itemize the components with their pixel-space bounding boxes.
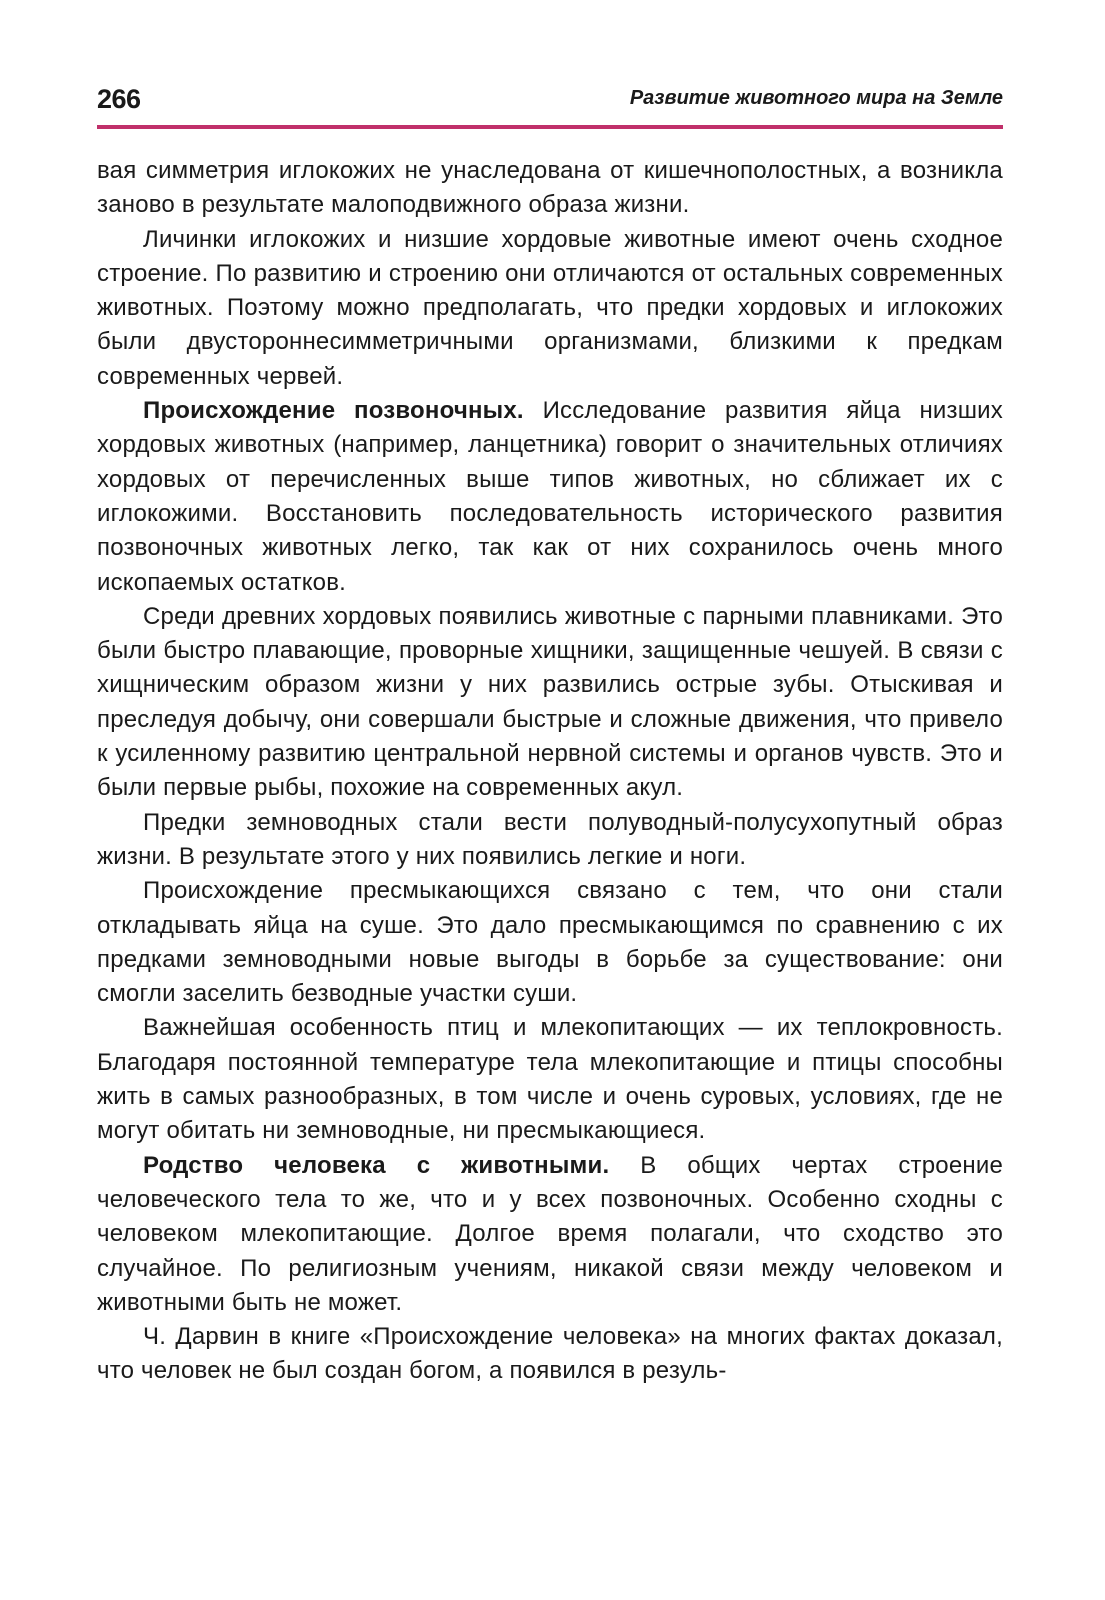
paragraph xyxy=(97,1011,1003,1148)
header-rule xyxy=(97,125,1003,129)
paragraph xyxy=(97,1320,1003,1389)
paragraph-text: В общих чертах строение человеческого тела то же, что и у всех позвоночных. Особенно сходны с человеком млекопитающие. Долгое время полагали, что сходство это случайное. По религиозным учениям, никакой связи между человеком и животными быть не может. xyxy=(97,1151,1003,1316)
paragraph-text: Личинки иглокожих и низшие хордовые животные имеют очень сходное строение. По развитию и строению они отличаются от остальных современных животных. Поэтому можно предполагать, что предки хордовых и иглокожих были двустороннесимметричными организмами, близкими к предкам современных червей. xyxy=(97,225,1003,390)
running-title: Развитие животного мира на Земле xyxy=(629,87,1003,109)
page-number: 266 xyxy=(97,84,141,114)
paragraph-text: вая симметрия иглокожих не унаследована от кишечнополостных, а возникла заново в результате малоподвижного образа жизни. xyxy=(97,157,1003,219)
paragraph xyxy=(97,154,1003,223)
paragraph xyxy=(97,394,1003,600)
paragraph xyxy=(97,874,1003,1011)
paragraph-text: Происхождение пресмыкающихся связано с тем, что они стали откладывать яйца на суше. Это дало пресмыкающимся по сравнению с их предками земноводными новые выгоды в борьбе за существование: они смогли заселить безводные участки суши. xyxy=(97,877,1003,1008)
paragraph-text: Среди древних хордовых появились животные с парными плавниками. Это были быстро плавающие, проворные хищники, защищенные чешуей. В связи с хищническим образом жизни у них развились острые зубы. Отыскивая и преследуя добычу, они совершали быстрые и сложные движения, что привело к усиленному развитию центральной нервной системы и органов чувств. Это и были первые рыбы, похожие на современных акул. xyxy=(97,602,1003,802)
body-text xyxy=(97,154,1003,1389)
section-heading-inline: Родство человека с животными. xyxy=(143,1151,610,1179)
paragraph-text: Ч. Дарвин в книге «Происхождение человека» на многих фактах доказал, что человек не был создан богом, а появился в резуль- xyxy=(97,1323,1003,1385)
paragraph-text: Предки земноводных стали вести полуводный-полусухопутный образ жизни. В результате этого у них появились легкие и ноги. xyxy=(97,808,1003,870)
paragraph xyxy=(97,806,1003,875)
paragraph-text: Важнейшая особенность птиц и млекопитающих — их теплокровность. Благодаря постоянной температуре тела млекопитающие и птицы способны жить в самых разнообразных, в том числе и очень суровых, условиях, где не могут обитать ни земноводные, ни пресмыкающиеся. xyxy=(97,1014,1003,1145)
paragraph-text: Исследование развития яйца низших хордовых животных (например, ланцетника) говорит о значительных отличиях хордовых от перечисленных выше типов животных, но сближает их с иглокожими. Восстановить последовательность исторического развития позвоночных животных легко, так как от них сохранилось очень много ископаемых остатков. xyxy=(97,397,1003,596)
section-heading-inline: Происхождение позвоночных. xyxy=(143,397,524,425)
paragraph xyxy=(97,600,1003,806)
paragraph xyxy=(97,223,1003,394)
running-head xyxy=(97,84,1003,124)
paragraph xyxy=(97,1149,1003,1320)
